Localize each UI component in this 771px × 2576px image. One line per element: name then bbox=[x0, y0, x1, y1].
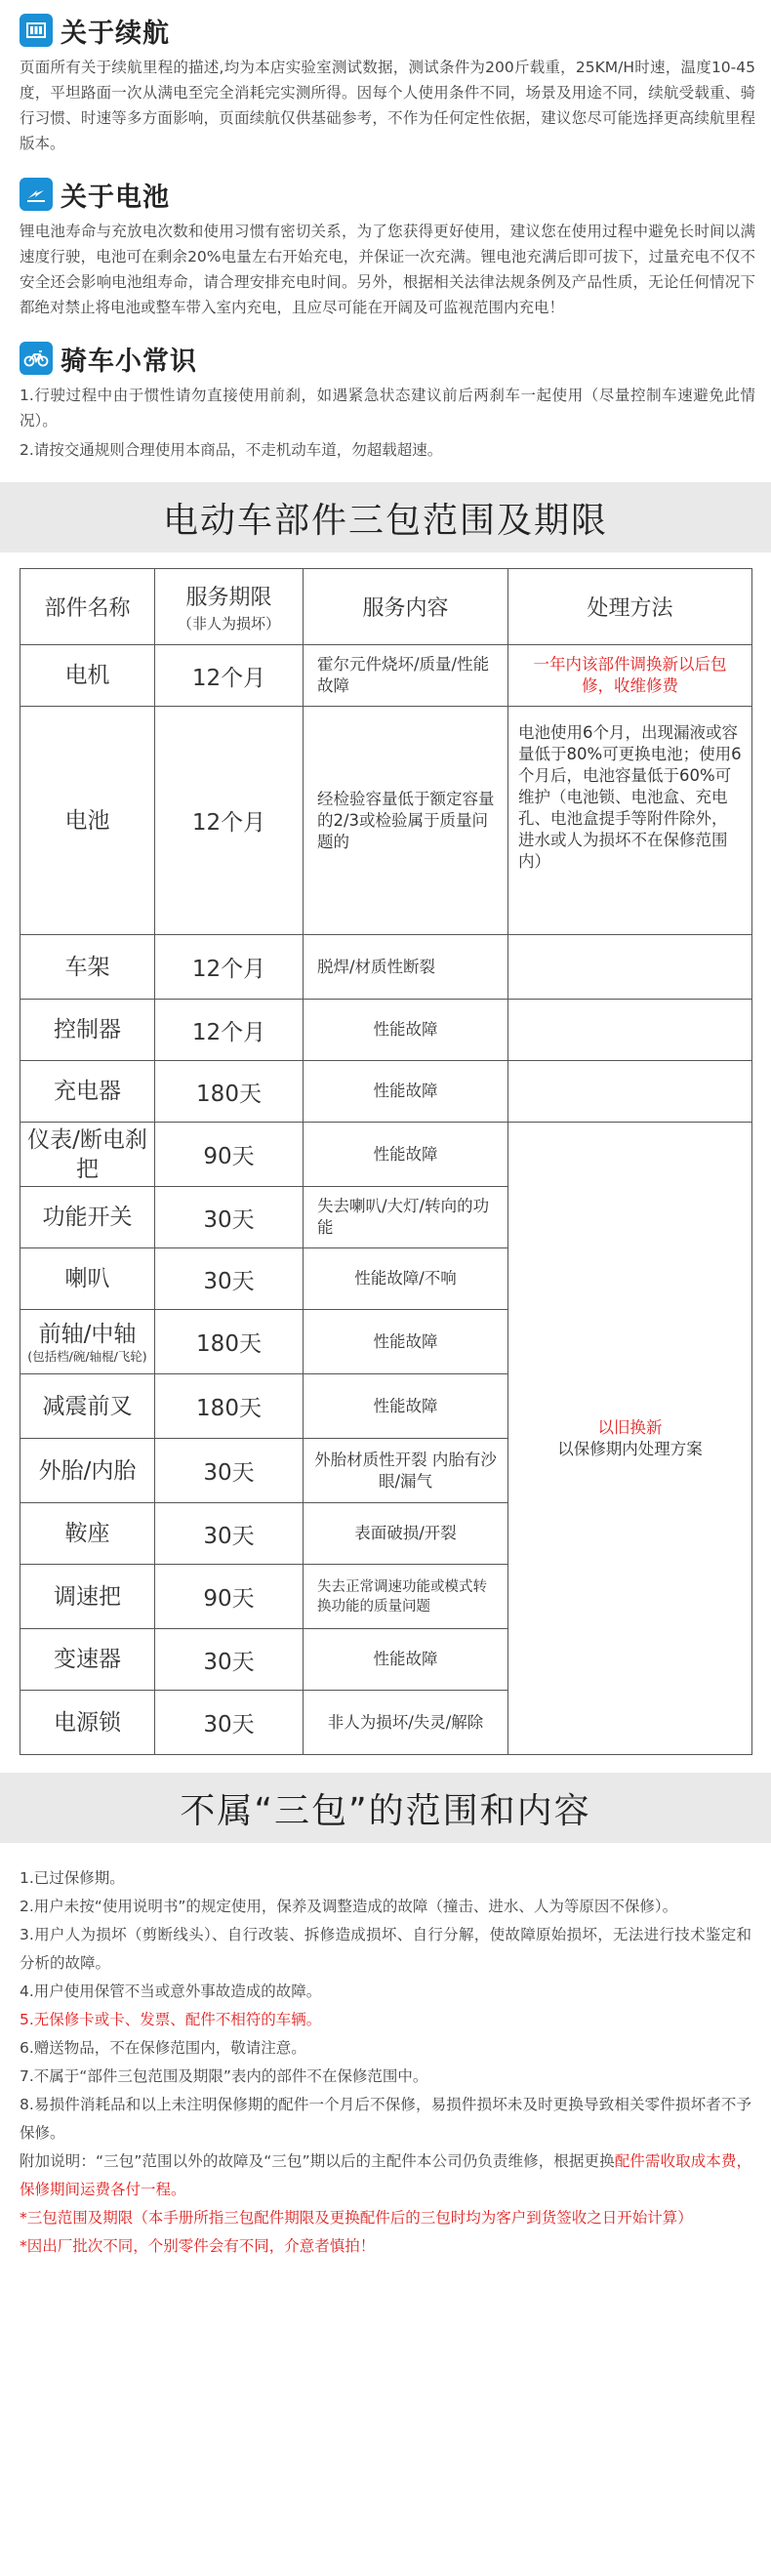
row-period: 30天 bbox=[155, 1629, 304, 1691]
range-section bbox=[20, 6, 755, 156]
row-period: 180天 bbox=[155, 1310, 304, 1374]
method-general-line1: 以旧换新 bbox=[597, 1417, 663, 1437]
exclusion-banner: 不属“三包”的范围和内容 bbox=[0, 1773, 771, 1843]
range-section-header bbox=[20, 6, 755, 55]
battery-section-body bbox=[20, 219, 755, 320]
row-content: 性能故障 bbox=[304, 1123, 508, 1187]
row-part: 充电器 bbox=[20, 1061, 155, 1123]
exclusion-item: 4.用户使用保管不当或意外事故造成的故障。 bbox=[20, 1983, 322, 2000]
row-content: 失去正常调速功能或模式转换功能的质量问题 bbox=[304, 1565, 508, 1629]
row-part: 车架 bbox=[20, 935, 155, 1000]
exclusion-notes bbox=[0, 1843, 771, 2261]
row-content: 性能故障 bbox=[304, 1000, 508, 1061]
method-general-line2: 以保修期内处理方案 bbox=[557, 1439, 703, 1458]
battery-section-text: 锂电池寿命与充放电次数和使用习惯有密切关系，为了您获得更好使用，建议您在使用过程中避免长时间以满速度行驶，电池可在剩余20%电量左右开始充电，并保证一次充满。锂电池充满后即可拔下，过量充电不仅不安全还会影响电池组寿命，请合理安排充电时间。另外，根据相关法律法规条例及产品性质，无论任何情况下都绝对禁止将电池或整车带入室内充电，且应尽可能在开阔及可监视范围内充电！ bbox=[20, 223, 755, 316]
method-empty bbox=[508, 935, 752, 1000]
row-part: 控制器 bbox=[20, 1000, 155, 1061]
row-content: 性能故障 bbox=[304, 1629, 508, 1691]
row-content: 脱焊/材质性断裂 bbox=[304, 935, 508, 1000]
exclusion-item: 7.不属于“部件三包范围及期限”表内的部件不在保修范围中。 bbox=[20, 2067, 428, 2085]
battery-range-icon bbox=[20, 14, 53, 47]
header-method: 处理方法 bbox=[508, 569, 752, 645]
method-empty bbox=[508, 1061, 752, 1123]
table-row bbox=[20, 935, 752, 1000]
header-period bbox=[155, 569, 304, 645]
range-section-text: 页面所有关于续航里程的描述,均为本店实验室测试数据，测试条件为200斤载重，25KM/H时速，温度10-45度，平坦路面一次从满电至完全消耗完实测所得。因每个人使用条件不同，场景及用途不同，续航受载重、骑行习惯、时速等多方面影响，页面续航仅供基础参考，不作为任何定性依据，建议您尽可能选择更高续航里程版本。 bbox=[20, 59, 755, 152]
row-part-label: 前轴/中轴 bbox=[38, 1321, 137, 1347]
row-period: 30天 bbox=[155, 1439, 304, 1503]
bicycle-icon bbox=[20, 342, 53, 375]
header-content: 服务内容 bbox=[304, 569, 508, 645]
row-period: 30天 bbox=[155, 1187, 304, 1248]
row-part: 减震前叉 bbox=[20, 1374, 155, 1439]
row-period: 12个月 bbox=[155, 645, 304, 707]
extra-note-prefix: 附加说明：“三包”范围以外的故障及“三包”期以后的主配件本公司仍负责维修，根据更换 bbox=[20, 2152, 615, 2170]
row-period: 90天 bbox=[155, 1123, 304, 1187]
range-section-body bbox=[20, 55, 755, 156]
warranty-table bbox=[20, 568, 752, 1755]
row-content: 性能故障/不响 bbox=[304, 1248, 508, 1310]
battery-section-title: 关于电池 bbox=[61, 182, 170, 213]
row-part: 外胎/内胎 bbox=[20, 1439, 155, 1503]
battery-section bbox=[20, 170, 755, 320]
row-part: 电源锁 bbox=[20, 1691, 155, 1755]
exclusion-item-highlight: 5.无保修卡或卡、发票、配件不相符的车辆。 bbox=[20, 2011, 322, 2028]
row-part: 喇叭 bbox=[20, 1248, 155, 1310]
row-content: 性能故障 bbox=[304, 1310, 508, 1374]
row-period: 180天 bbox=[155, 1061, 304, 1123]
exclusion-item: 2.用户未按“使用说明书”的规定使用，保养及调整造成的故障（撞击、进水、人为等原因不保修）。 bbox=[20, 1898, 678, 1915]
method-general bbox=[508, 1123, 752, 1755]
warranty-table-wrap bbox=[0, 552, 771, 1773]
row-content: 失去喇叭/大灯/转向的功能 bbox=[304, 1187, 508, 1248]
row-part: 电池 bbox=[20, 707, 155, 935]
row-part: 功能开关 bbox=[20, 1187, 155, 1248]
battery-section-header bbox=[20, 170, 755, 219]
exclusion-item: 6.赠送物品，不在保修范围内，敬请注意。 bbox=[20, 2039, 306, 2057]
table-row bbox=[20, 707, 752, 935]
row-period: 30天 bbox=[155, 1248, 304, 1310]
extra-note-red: 配件需收取成本费，保修期间运费各付一程。 bbox=[20, 2152, 751, 2198]
table-header-row bbox=[20, 569, 752, 645]
row-period: 12个月 bbox=[155, 1000, 304, 1061]
row-content: 经检验容量低于额定容量的2/3或检验属于质量问题的 bbox=[304, 707, 508, 935]
batch-note: *因出厂批次不同，个别零件会有不同，介意者慎拍！ bbox=[20, 2237, 376, 2255]
method-battery: 电池使用6个月，出现漏液或容量低于80%可更换电池；使用6个月后，电池容量低于60%可维护（电池锁、电池盒、充电孔、电池盒提手等附件除外，进水或人为损坏不在保修范围内） bbox=[508, 707, 752, 935]
exclusion-item: 1.已过保修期。 bbox=[20, 1869, 125, 1887]
row-part: 仪表/断电刹把 bbox=[20, 1123, 155, 1187]
table-row bbox=[20, 1000, 752, 1061]
header-period-label: 服务期限 bbox=[185, 585, 272, 610]
warranty-banner: 电动车部件三包范围及期限 bbox=[0, 482, 771, 552]
range-section-title: 关于续航 bbox=[61, 18, 170, 49]
row-content: 性能故障 bbox=[304, 1061, 508, 1123]
row-period: 30天 bbox=[155, 1503, 304, 1565]
header-period-note: （非人为损坏） bbox=[177, 614, 280, 633]
row-period: 12个月 bbox=[155, 935, 304, 1000]
row-part-note: (包括档/碗/轴棍/飞轮) bbox=[27, 1348, 147, 1364]
exclusion-item: 8.易损件消耗品和以上未注明保修期的配件一个月后不保修，易损件损坏未及时更换导致相关零件损坏者不予保修。 bbox=[20, 2096, 751, 2142]
row-period: 90天 bbox=[155, 1565, 304, 1629]
row-part-with-note bbox=[20, 1310, 155, 1374]
warranty-period-note: *三包范围及期限（本手册所指三包配件期限及更换配件后的三包时均为客户到货签收之日开始计算） bbox=[20, 2209, 693, 2227]
row-content: 霍尔元件烧坏/质量/性能故障 bbox=[304, 645, 508, 707]
row-content: 表面破损/开裂 bbox=[304, 1503, 508, 1565]
row-content: 外胎材质性开裂 内胎有沙眼/漏气 bbox=[304, 1439, 508, 1503]
method-empty bbox=[508, 1000, 752, 1061]
tips-section-title: 骑车小常识 bbox=[61, 346, 197, 377]
table-row bbox=[20, 1123, 752, 1187]
row-part: 变速器 bbox=[20, 1629, 155, 1691]
tips-section-header bbox=[20, 334, 755, 383]
lightning-icon bbox=[20, 178, 53, 211]
extra-note bbox=[20, 2147, 751, 2204]
row-part: 鞍座 bbox=[20, 1503, 155, 1565]
table-row bbox=[20, 1061, 752, 1123]
row-part: 电机 bbox=[20, 645, 155, 707]
tips-line: 1.行驶过程中由于惯性请勿直接使用前刹，如遇紧急状态建议前后两刹车一起使用（尽量控制车速避免此情况）。 bbox=[20, 387, 755, 429]
exclusion-item: 3.用户人为损坏（剪断线头）、自行改装、拆修造成损坏、自行分解，使故障原始损坏，无法进行技术鉴定和分析的故障。 bbox=[20, 1926, 751, 1972]
tips-section-body bbox=[20, 383, 755, 463]
tips-section bbox=[20, 334, 755, 463]
table-row bbox=[20, 645, 752, 707]
row-content: 非人为损坏/失灵/解除 bbox=[304, 1691, 508, 1755]
header-part: 部件名称 bbox=[20, 569, 155, 645]
row-part: 调速把 bbox=[20, 1565, 155, 1629]
row-period: 180天 bbox=[155, 1374, 304, 1439]
row-content: 性能故障 bbox=[304, 1374, 508, 1439]
method-motor: 一年内该部件调换新以后包修，收维修费 bbox=[508, 645, 752, 707]
tips-line: 2.请按交通规则合理使用本商品，不走机动车道，勿超载超速。 bbox=[20, 441, 443, 459]
row-period: 30天 bbox=[155, 1691, 304, 1755]
row-period: 12个月 bbox=[155, 707, 304, 935]
info-sections bbox=[0, 0, 771, 463]
